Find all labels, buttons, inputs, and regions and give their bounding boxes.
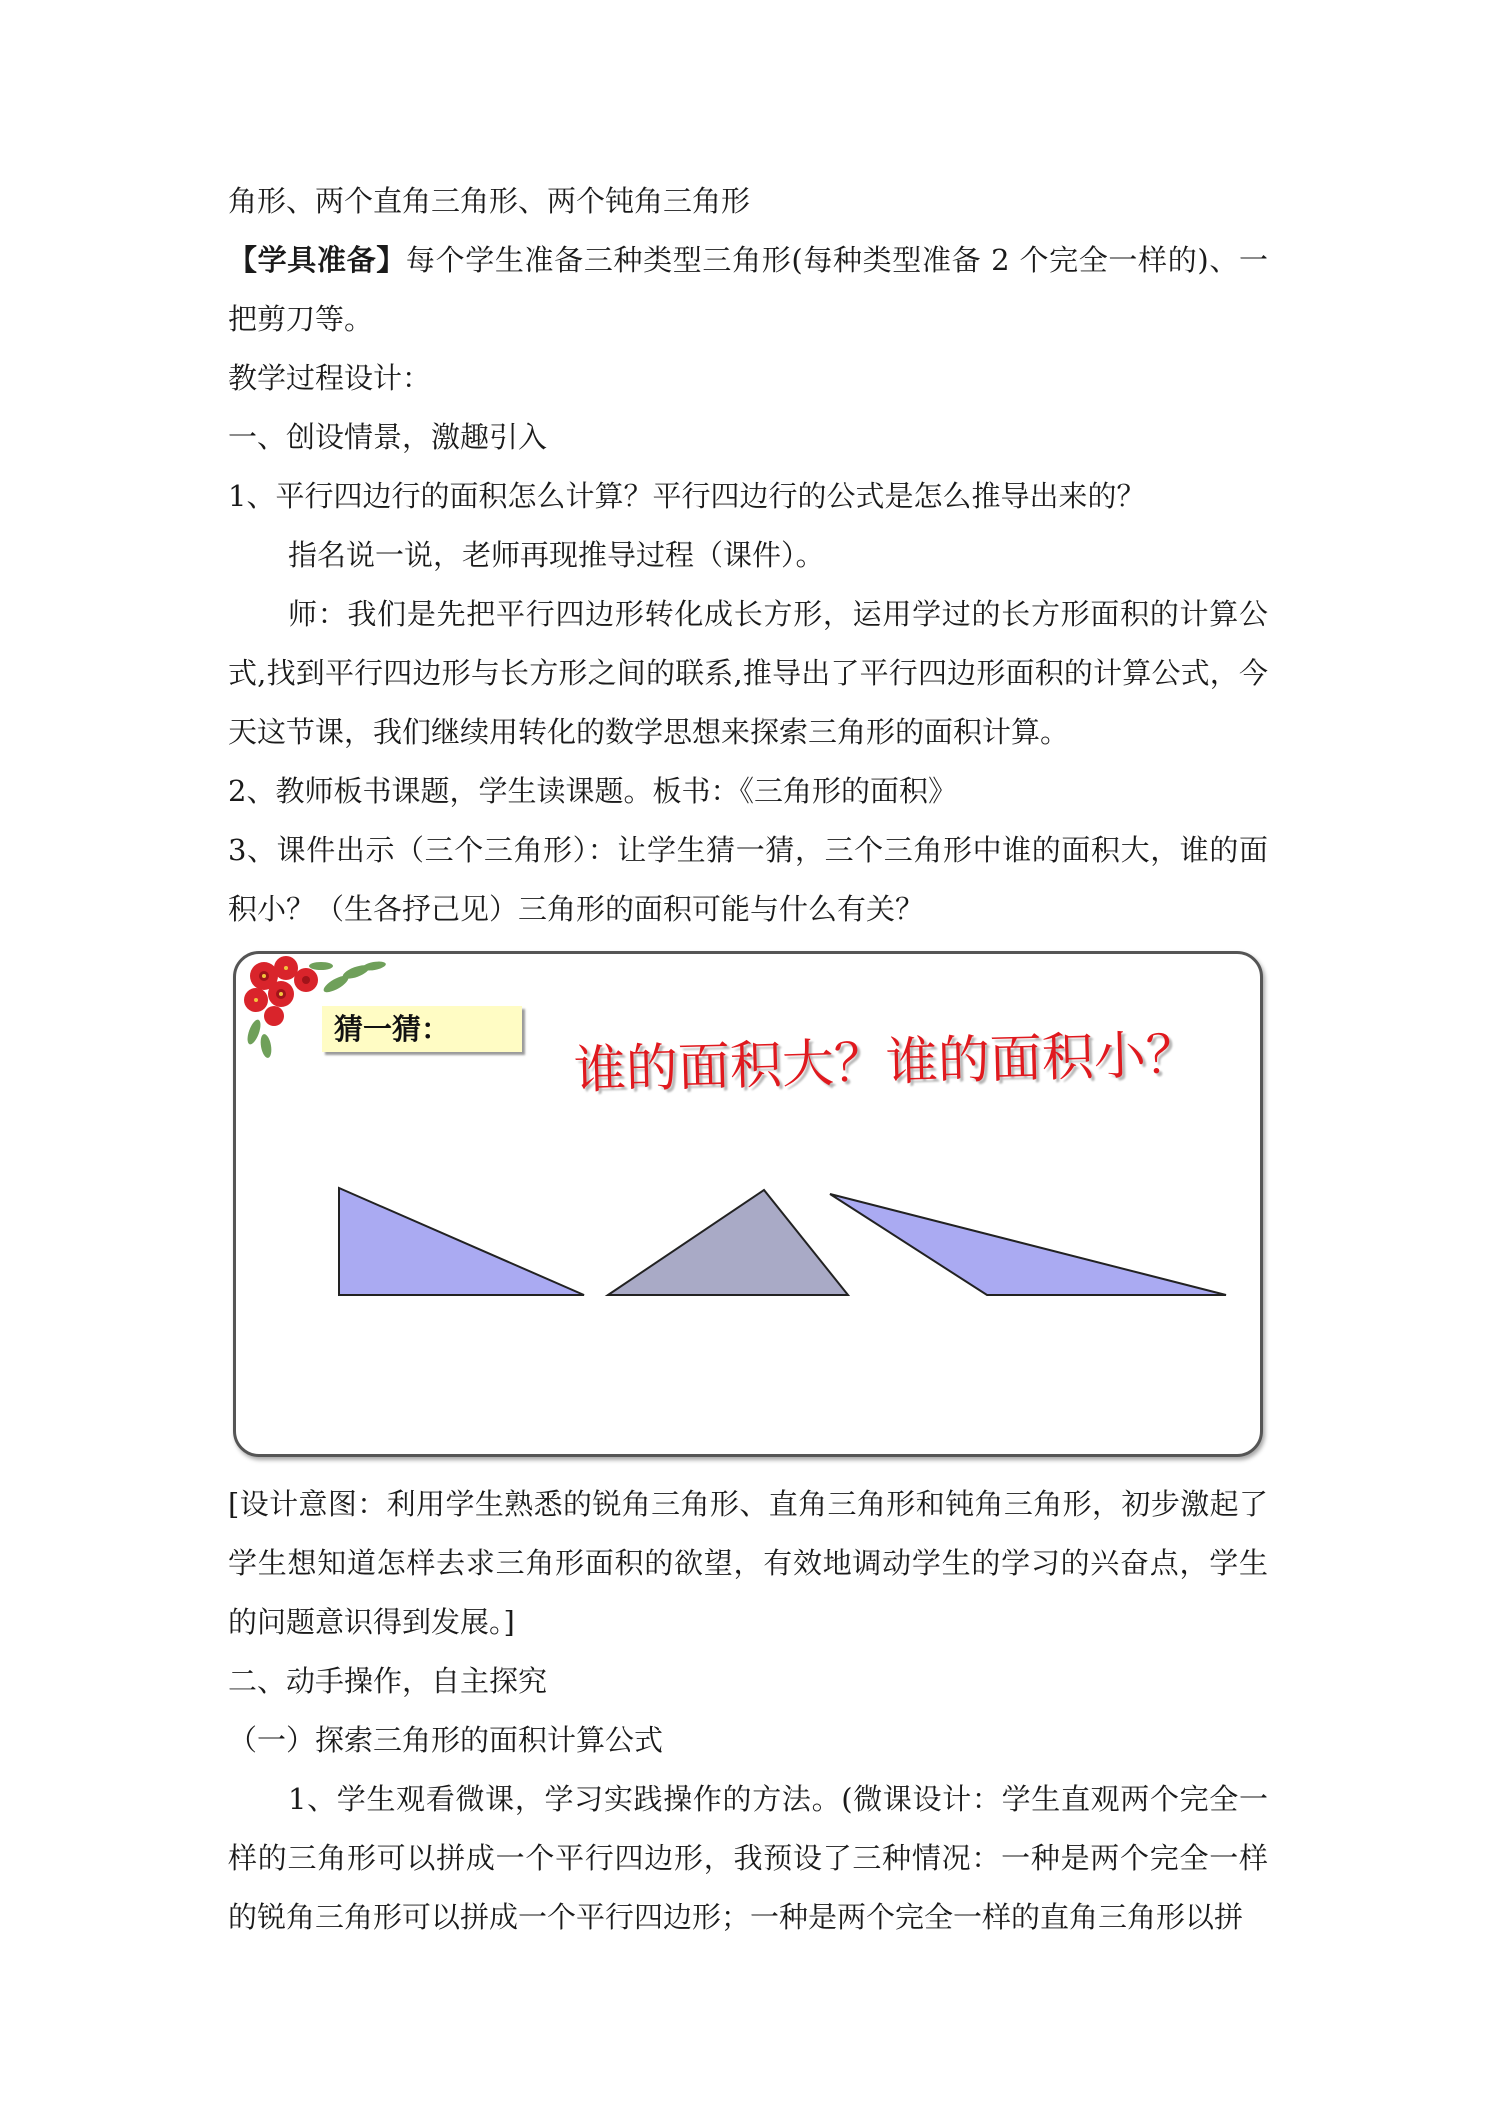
section-heading-1: 一、创设情景，激趣引入 (228, 420, 548, 454)
right-triangle (339, 1188, 584, 1295)
courseware-slide (233, 951, 1263, 1457)
subsection-heading-1: （一）探索三角形的面积计算公式 (228, 1723, 664, 1757)
paragraph-design-intent: [设计意图：利用学生熟悉的锐角三角形、直角三角形和钝角三角形，初步激起了学生想知道怎样去求三角形面积的欲望，有效地调动学生的学习的兴奋点，学生的问题意识得到发展。] (228, 1487, 1268, 1639)
student-tools-heading: 【学具准备】 (228, 243, 406, 277)
paragraph-process-heading: 教学过程设计： (228, 361, 432, 395)
paragraph-question-1: 1、平行四边行的面积怎么计算？平行四边行的公式是怎么推导出来的？ (228, 479, 1146, 513)
student-tools-text: 每个学生准备三种类型三角形(每种类型准备 2 个完全一样的)、一把剪刀等。 (228, 243, 1268, 336)
section-heading-2: 二、动手操作，自主探究 (228, 1664, 548, 1698)
paragraph-micro-lesson: 1、学生观看微课，学习实践操作的方法。(微课设计：学生直观两个完全一样的三角形可以拼成一个平行四边形，我预设了三种情况：一种是两个完全一样的锐角三角形可以拼成一个平行四边形；一种是两个完全一样的直角三角形以拼 (228, 1782, 1268, 1934)
guess-label: 猜一猜： (322, 1006, 522, 1052)
triangles-figure (236, 954, 1260, 1454)
paragraph-student-explain: 指名说一说，老师再现推导过程（课件）。 (288, 538, 825, 572)
obtuse-triangle (830, 1194, 1226, 1295)
paragraph-courseware-triangles: 3、课件出示（三个三角形）：让学生猜一猜，三个三角形中谁的面积大，谁的面积小？（生各抒己见）三角形的面积可能与什么有关？ (228, 833, 1268, 926)
paragraph-board-title: 2、教师板书课题，学生读课题。板书：《三角形的面积》 (228, 774, 957, 808)
slide-question: 谁的面积大？谁的面积小？ (573, 1024, 1199, 1101)
paragraph-teacher-speech: 师：我们是先把平行四边形转化成长方形，运用学过的长方形面积的计算公式,找到平行四边形与长方形之间的联系,推导出了平行四边形面积的计算公式，今天这节课，我们继续用转化的数学思想来探索三角形的面积计算。 (228, 597, 1268, 749)
paragraph-materials-end: 角形、两个直角三角形、两个钝角三角形 (228, 184, 751, 218)
acute-triangle (608, 1190, 848, 1295)
paragraph-student-tools (228, 231, 1268, 349)
